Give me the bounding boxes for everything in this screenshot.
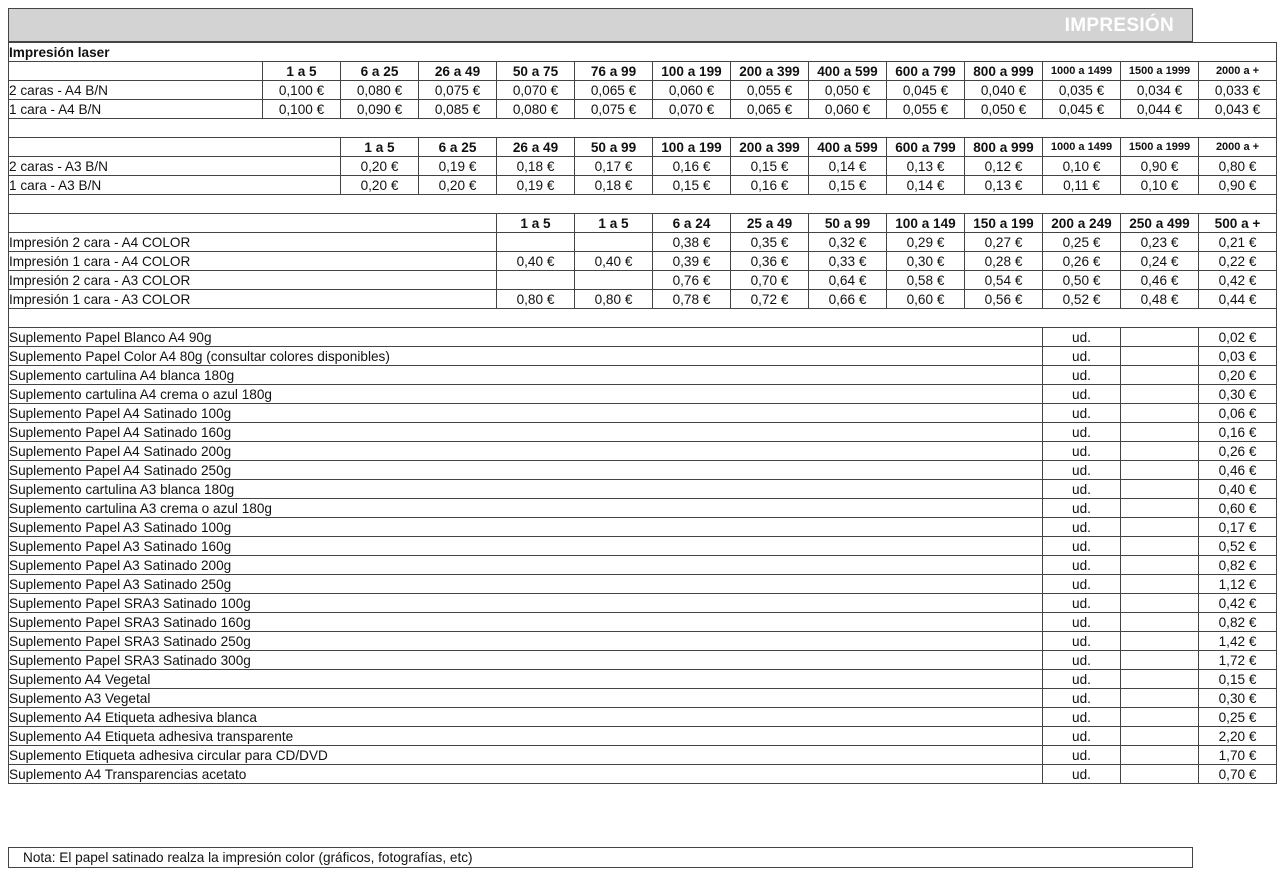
price-cell: 0,39 € (653, 252, 731, 271)
supplement-row (9, 518, 1277, 537)
unit-cell: ud. (1043, 746, 1121, 765)
empty-cell (1121, 746, 1199, 765)
supplement-label: Suplemento Papel A4 Satinado 100g (9, 404, 1043, 423)
color-header: 500 a + (1199, 214, 1277, 233)
price-cell: 0,055 € (731, 81, 809, 100)
a3bn-header-blank (9, 138, 341, 157)
supplement-row (9, 708, 1277, 727)
price-cell (575, 233, 653, 252)
price-cell: 0,065 € (731, 100, 809, 119)
supplement-price: 2,20 € (1199, 727, 1277, 746)
a4bn-header: 6 a 25 (341, 62, 419, 81)
price-cell: 0,76 € (653, 271, 731, 290)
supplement-row (9, 328, 1277, 347)
a3bn-header: 26 a 49 (497, 138, 575, 157)
row-label: Impresión 2 cara - A4 COLOR (9, 233, 497, 252)
color-row (9, 233, 1277, 252)
supplement-price: 0,17 € (1199, 518, 1277, 537)
price-cell: 0,60 € (887, 290, 965, 309)
price-cell: 0,11 € (1043, 176, 1121, 195)
supplement-label: Suplemento A4 Etiqueta adhesiva blanca (9, 708, 1043, 727)
supplement-price: 1,42 € (1199, 632, 1277, 651)
price-cell: 0,14 € (809, 157, 887, 176)
supplement-price: 0,82 € (1199, 556, 1277, 575)
a4bn-header: 1000 a 1499 (1043, 62, 1121, 81)
supplement-row (9, 613, 1277, 632)
empty-cell (1121, 594, 1199, 613)
supplement-price: 0,52 € (1199, 537, 1277, 556)
price-cell: 0,16 € (653, 157, 731, 176)
price-cell: 0,56 € (965, 290, 1043, 309)
supplement-row (9, 689, 1277, 708)
empty-cell (1121, 499, 1199, 518)
supplement-row (9, 366, 1277, 385)
supplement-label: Suplemento Papel A3 Satinado 160g (9, 537, 1043, 556)
empty-cell (1121, 461, 1199, 480)
a3bn-header: 1 a 5 (341, 138, 419, 157)
price-cell: 0,24 € (1121, 252, 1199, 271)
price-cell: 0,043 € (1199, 100, 1277, 119)
empty-cell (1121, 556, 1199, 575)
price-cell: 0,100 € (263, 81, 341, 100)
price-cell: 0,54 € (965, 271, 1043, 290)
unit-cell: ud. (1043, 404, 1121, 423)
supplement-row (9, 537, 1277, 556)
unit-cell: ud. (1043, 518, 1121, 537)
a3bn-header: 2000 a + (1199, 138, 1277, 157)
price-cell: 0,72 € (731, 290, 809, 309)
empty-cell (1121, 347, 1199, 366)
price-cell: 0,13 € (887, 157, 965, 176)
color-header: 6 a 24 (653, 214, 731, 233)
supplement-row (9, 765, 1277, 784)
unit-cell: ud. (1043, 727, 1121, 746)
supplement-row (9, 670, 1277, 689)
supplement-label: Suplemento Papel A4 Satinado 160g (9, 423, 1043, 442)
a3bn-row (9, 176, 1277, 195)
supplement-label: Suplemento Papel SRA3 Satinado 100g (9, 594, 1043, 613)
price-cell: 0,15 € (809, 176, 887, 195)
a3bn-header: 1000 a 1499 (1043, 138, 1121, 157)
empty-cell (1121, 518, 1199, 537)
supplement-price: 0,30 € (1199, 689, 1277, 708)
empty-cell (1121, 689, 1199, 708)
price-cell: 0,10 € (1043, 157, 1121, 176)
supplement-price: 0,30 € (1199, 385, 1277, 404)
supplement-row (9, 632, 1277, 651)
color-header: 100 a 149 (887, 214, 965, 233)
unit-cell: ud. (1043, 442, 1121, 461)
price-sheet (8, 8, 1261, 784)
a4bn-header: 100 a 199 (653, 62, 731, 81)
price-cell: 0,80 € (1199, 157, 1277, 176)
price-cell: 0,46 € (1121, 271, 1199, 290)
supplement-label: Suplemento cartulina A3 crema o azul 180g (9, 499, 1043, 518)
a4bn-header: 26 a 49 (419, 62, 497, 81)
price-cell: 0,044 € (1121, 100, 1199, 119)
supplement-row (9, 594, 1277, 613)
a4bn-header-blank (9, 62, 263, 81)
price-cell: 0,26 € (1043, 252, 1121, 271)
price-cell: 0,055 € (887, 100, 965, 119)
color-header: 150 a 199 (965, 214, 1043, 233)
supplement-price: 0,42 € (1199, 594, 1277, 613)
a4bn-header: 50 a 75 (497, 62, 575, 81)
a3bn-header: 50 a 99 (575, 138, 653, 157)
color-header: 200 a 249 (1043, 214, 1121, 233)
row-label: Impresión 1 cara - A4 COLOR (9, 252, 497, 271)
price-cell: 0,085 € (419, 100, 497, 119)
price-cell: 0,045 € (1043, 100, 1121, 119)
price-cell: 0,16 € (731, 176, 809, 195)
supplement-row (9, 442, 1277, 461)
supplement-row (9, 746, 1277, 765)
supplement-row (9, 480, 1277, 499)
price-cell: 0,20 € (419, 176, 497, 195)
price-cell: 0,20 € (341, 176, 419, 195)
empty-cell (1121, 537, 1199, 556)
empty-cell (1121, 404, 1199, 423)
supplement-label: Suplemento Papel A4 Satinado 200g (9, 442, 1043, 461)
unit-cell: ud. (1043, 765, 1121, 784)
spacer (9, 195, 1277, 214)
empty-cell (1121, 575, 1199, 594)
unit-cell: ud. (1043, 689, 1121, 708)
spacer-row (9, 309, 1277, 328)
empty-cell (1121, 442, 1199, 461)
supplement-row (9, 499, 1277, 518)
supplement-label: Suplemento Papel A4 Satinado 250g (9, 461, 1043, 480)
supplement-price: 0,02 € (1199, 328, 1277, 347)
supplement-label: Suplemento Papel Blanco A4 90g (9, 328, 1043, 347)
price-cell: 0,21 € (1199, 233, 1277, 252)
unit-cell: ud. (1043, 328, 1121, 347)
a4bn-header: 1 a 5 (263, 62, 341, 81)
a4bn-header: 200 a 399 (731, 62, 809, 81)
price-cell: 0,52 € (1043, 290, 1121, 309)
supplement-row (9, 651, 1277, 670)
unit-cell: ud. (1043, 670, 1121, 689)
row-label: 1 cara - A4 B/N (9, 100, 263, 119)
price-cell: 0,90 € (1121, 157, 1199, 176)
supplement-row (9, 347, 1277, 366)
supplement-price: 0,46 € (1199, 461, 1277, 480)
price-cell: 0,30 € (887, 252, 965, 271)
price-cell: 0,17 € (575, 157, 653, 176)
price-cell: 0,19 € (419, 157, 497, 176)
row-label: 1 cara - A3 B/N (9, 176, 341, 195)
a3bn-header: 200 a 399 (731, 138, 809, 157)
unit-cell: ud. (1043, 461, 1121, 480)
supplement-price: 0,20 € (1199, 366, 1277, 385)
empty-cell (1121, 708, 1199, 727)
spacer-row (9, 195, 1277, 214)
empty-cell (1121, 366, 1199, 385)
supplement-price: 1,72 € (1199, 651, 1277, 670)
empty-cell (1121, 651, 1199, 670)
supplement-row (9, 385, 1277, 404)
color-row (9, 271, 1277, 290)
row-label: 2 caras - A3 B/N (9, 157, 341, 176)
a3bn-row (9, 157, 1277, 176)
banner (8, 8, 1193, 42)
empty-cell (1121, 385, 1199, 404)
supplement-label: Suplemento cartulina A4 blanca 180g (9, 366, 1043, 385)
price-cell: 0,090 € (341, 100, 419, 119)
supplement-price: 1,12 € (1199, 575, 1277, 594)
price-cell: 0,78 € (653, 290, 731, 309)
section-title-row (9, 43, 1277, 62)
row-label: Impresión 2 cara - A3 COLOR (9, 271, 497, 290)
supplement-row (9, 423, 1277, 442)
price-cell: 0,13 € (965, 176, 1043, 195)
price-cell: 0,28 € (965, 252, 1043, 271)
color-header-blank (9, 214, 497, 233)
a4bn-header: 2000 a + (1199, 62, 1277, 81)
unit-cell: ud. (1043, 423, 1121, 442)
price-cell: 0,25 € (1043, 233, 1121, 252)
price-cell: 0,19 € (497, 176, 575, 195)
price-table (8, 42, 1277, 784)
supplement-price: 0,06 € (1199, 404, 1277, 423)
a4bn-header: 1500 a 1999 (1121, 62, 1199, 81)
price-cell: 0,060 € (809, 100, 887, 119)
price-cell: 0,50 € (1043, 271, 1121, 290)
supplement-row (9, 575, 1277, 594)
price-cell: 0,15 € (731, 157, 809, 176)
unit-cell: ud. (1043, 575, 1121, 594)
price-cell: 0,100 € (263, 100, 341, 119)
supplement-label: Suplemento Etiqueta adhesiva circular para CD/DVD (9, 746, 1043, 765)
a4bn-header: 600 a 799 (887, 62, 965, 81)
supplement-label: Suplemento Papel A3 Satinado 200g (9, 556, 1043, 575)
a4bn-header: 800 a 999 (965, 62, 1043, 81)
price-cell: 0,10 € (1121, 176, 1199, 195)
supplement-price: 0,15 € (1199, 670, 1277, 689)
price-cell: 0,075 € (575, 100, 653, 119)
a3bn-header: 600 a 799 (887, 138, 965, 157)
price-cell: 0,66 € (809, 290, 887, 309)
empty-cell (1121, 727, 1199, 746)
unit-cell: ud. (1043, 613, 1121, 632)
price-cell: 0,18 € (497, 157, 575, 176)
price-cell: 0,14 € (887, 176, 965, 195)
unit-cell: ud. (1043, 632, 1121, 651)
supplement-label: Suplemento Papel Color A4 80g (consultar colores disponibles) (9, 347, 1043, 366)
price-cell: 0,23 € (1121, 233, 1199, 252)
a3bn-header: 400 a 599 (809, 138, 887, 157)
supplement-label: Suplemento A4 Vegetal (9, 670, 1043, 689)
empty-cell (1121, 613, 1199, 632)
price-cell: 0,40 € (575, 252, 653, 271)
price-cell: 0,070 € (497, 81, 575, 100)
price-cell: 0,040 € (965, 81, 1043, 100)
supplement-price: 0,26 € (1199, 442, 1277, 461)
color-header: 250 a 499 (1121, 214, 1199, 233)
empty-cell (1121, 328, 1199, 347)
price-cell: 0,080 € (341, 81, 419, 100)
empty-cell (1121, 480, 1199, 499)
empty-cell (1121, 632, 1199, 651)
supplement-price: 0,82 € (1199, 613, 1277, 632)
price-cell: 0,12 € (965, 157, 1043, 176)
a3bn-header: 6 a 25 (419, 138, 497, 157)
spacer-row (9, 119, 1277, 138)
a3bn-header: 800 a 999 (965, 138, 1043, 157)
unit-cell: ud. (1043, 480, 1121, 499)
unit-cell: ud. (1043, 347, 1121, 366)
price-cell: 0,080 € (497, 100, 575, 119)
price-cell: 0,050 € (809, 81, 887, 100)
price-cell: 0,060 € (653, 81, 731, 100)
a4bn-row (9, 100, 1277, 119)
color-header: 50 a 99 (809, 214, 887, 233)
unit-cell: ud. (1043, 708, 1121, 727)
empty-cell (1121, 765, 1199, 784)
price-cell: 0,80 € (575, 290, 653, 309)
supplement-label: Suplemento A4 Etiqueta adhesiva transparente (9, 727, 1043, 746)
a3bn-header-row (9, 138, 1277, 157)
price-cell: 0,20 € (341, 157, 419, 176)
price-cell: 0,48 € (1121, 290, 1199, 309)
price-cell: 0,38 € (653, 233, 731, 252)
section-title: Impresión laser (9, 43, 1277, 62)
price-cell: 0,034 € (1121, 81, 1199, 100)
unit-cell: ud. (1043, 366, 1121, 385)
banner-title: IMPRESIÓN (1064, 15, 1174, 36)
supplement-row (9, 461, 1277, 480)
price-cell (575, 271, 653, 290)
row-label: 2 caras - A4 B/N (9, 81, 263, 100)
supplement-price: 0,16 € (1199, 423, 1277, 442)
row-label: Impresión 1 cara - A3 COLOR (9, 290, 497, 309)
price-cell: 0,90 € (1199, 176, 1277, 195)
supplement-label: Suplemento Papel A3 Satinado 250g (9, 575, 1043, 594)
supplement-label: Suplemento Papel SRA3 Satinado 160g (9, 613, 1043, 632)
price-cell: 0,80 € (497, 290, 575, 309)
color-row (9, 252, 1277, 271)
price-cell: 0,27 € (965, 233, 1043, 252)
a3bn-header: 1500 a 1999 (1121, 138, 1199, 157)
price-cell: 0,64 € (809, 271, 887, 290)
supplement-price: 1,70 € (1199, 746, 1277, 765)
price-cell: 0,045 € (887, 81, 965, 100)
price-cell: 0,44 € (1199, 290, 1277, 309)
a3bn-header: 100 a 199 (653, 138, 731, 157)
unit-cell: ud. (1043, 499, 1121, 518)
color-row (9, 290, 1277, 309)
supplement-label: Suplemento Papel SRA3 Satinado 300g (9, 651, 1043, 670)
price-cell: 0,33 € (809, 252, 887, 271)
supplement-label: Suplemento A4 Transparencias acetato (9, 765, 1043, 784)
price-cell: 0,36 € (731, 252, 809, 271)
supplement-label: Suplemento A3 Vegetal (9, 689, 1043, 708)
price-cell: 0,29 € (887, 233, 965, 252)
note-box (8, 847, 1193, 868)
price-cell: 0,18 € (575, 176, 653, 195)
supplement-label: Suplemento cartulina A3 blanca 180g (9, 480, 1043, 499)
a4bn-row (9, 81, 1277, 100)
price-cell: 0,15 € (653, 176, 731, 195)
empty-cell (1121, 423, 1199, 442)
supplement-row (9, 556, 1277, 575)
unit-cell: ud. (1043, 594, 1121, 613)
supplement-row (9, 727, 1277, 746)
price-cell: 0,70 € (731, 271, 809, 290)
price-cell (497, 233, 575, 252)
supplement-price: 0,60 € (1199, 499, 1277, 518)
unit-cell: ud. (1043, 556, 1121, 575)
a4bn-header: 400 a 599 (809, 62, 887, 81)
empty-cell (1121, 670, 1199, 689)
supplement-price: 0,40 € (1199, 480, 1277, 499)
supplement-price: 0,03 € (1199, 347, 1277, 366)
color-header: 1 a 5 (497, 214, 575, 233)
supplement-price: 0,70 € (1199, 765, 1277, 784)
price-cell: 0,42 € (1199, 271, 1277, 290)
color-header: 1 a 5 (575, 214, 653, 233)
price-cell: 0,35 € (731, 233, 809, 252)
price-cell: 0,22 € (1199, 252, 1277, 271)
color-header-row (9, 214, 1277, 233)
a4bn-header-row (9, 62, 1277, 81)
unit-cell: ud. (1043, 651, 1121, 670)
unit-cell: ud. (1043, 385, 1121, 404)
spacer (9, 119, 1277, 138)
price-cell: 0,035 € (1043, 81, 1121, 100)
price-cell: 0,065 € (575, 81, 653, 100)
supplement-row (9, 404, 1277, 423)
supplement-label: Suplemento Papel SRA3 Satinado 250g (9, 632, 1043, 651)
spacer (9, 309, 1277, 328)
price-cell: 0,58 € (887, 271, 965, 290)
note-text: Nota: El papel satinado realza la impresión color (gráficos, fotografías, etc) (23, 850, 473, 865)
color-header: 25 a 49 (731, 214, 809, 233)
price-cell (497, 271, 575, 290)
a4bn-header: 76 a 99 (575, 62, 653, 81)
price-cell: 0,050 € (965, 100, 1043, 119)
supplement-price: 0,25 € (1199, 708, 1277, 727)
price-cell: 0,075 € (419, 81, 497, 100)
supplement-label: Suplemento Papel A3 Satinado 100g (9, 518, 1043, 537)
price-cell: 0,32 € (809, 233, 887, 252)
price-cell: 0,070 € (653, 100, 731, 119)
unit-cell: ud. (1043, 537, 1121, 556)
price-cell: 0,40 € (497, 252, 575, 271)
price-cell: 0,033 € (1199, 81, 1277, 100)
supplement-label: Suplemento cartulina A4 crema o azul 180g (9, 385, 1043, 404)
